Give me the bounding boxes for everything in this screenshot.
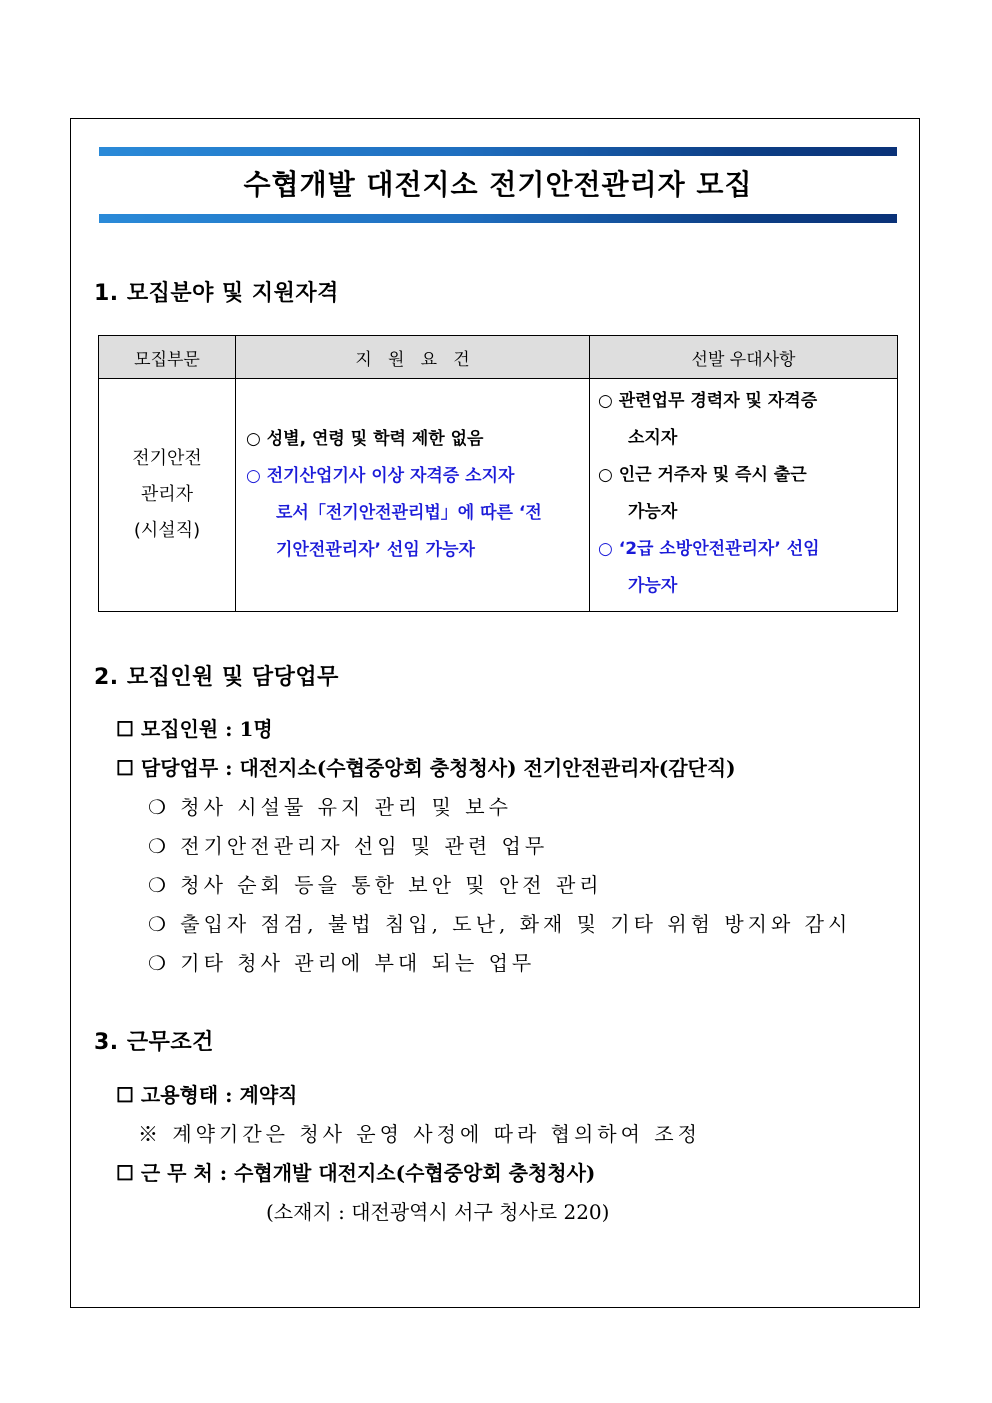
table-header: 모집부문 xyxy=(99,336,236,379)
requirements-table xyxy=(98,335,898,612)
preference-line: ○ 관련업무 경력자 및 자격증 xyxy=(598,391,818,411)
duty-value: 대전지소(수협중앙회 충청청사) 전기안전관리자(감단직) xyxy=(239,756,736,780)
section-heading-2: 2. 모집인원 및 담당업무 xyxy=(94,665,339,690)
section-heading-1: 1. 모집분야 및 지원자격 xyxy=(94,281,339,306)
title-bar-top xyxy=(99,147,897,156)
category-line: 전기안전 xyxy=(132,448,202,469)
requirement-line: 로서「전기안전관리법」에 따른 ‘전 xyxy=(276,503,542,523)
table-header: 선발 우대사항 xyxy=(590,336,898,379)
list-item: ❍ 청사 순회 등을 통한 보안 및 안전 관리 xyxy=(148,873,603,897)
section-heading-3: 3. 근무조건 xyxy=(94,1030,214,1055)
preference-line: 가능자 xyxy=(628,502,678,522)
table-header: 지 원 요 건 xyxy=(236,336,590,379)
list-item: ❍ 전기안전관리자 선임 및 관련 업무 xyxy=(148,834,549,858)
employment-line xyxy=(116,1079,297,1108)
preference-line: ○ 인근 거주자 및 즉시 출근 xyxy=(598,465,807,485)
duty-line xyxy=(116,752,736,781)
list-item: ❍ 출입자 점검, 불법 침입, 도난, 화재 및 기타 위험 방지와 감시 xyxy=(148,912,852,936)
preference-line: 소지자 xyxy=(628,428,678,448)
requirement-line: ○ 전기산업기사 이상 자격증 소지자 xyxy=(246,466,515,486)
category-cell xyxy=(99,379,236,612)
employment-label: ☐ 고용형태 : xyxy=(116,1083,233,1107)
employment-value: 계약직 xyxy=(239,1083,298,1107)
list-item: ❍ 기타 청사 관리에 부대 되는 업무 xyxy=(148,951,536,975)
list-item: ❍ 청사 시설물 유지 관리 및 보수 xyxy=(148,795,512,819)
address-line: (소재지 : 대전광역시 서구 청사로 220) xyxy=(266,1200,610,1224)
requirement-line: ○ 성별, 연령 및 학력 제한 없음 xyxy=(246,429,484,449)
category-line: (시설직) xyxy=(133,520,201,541)
preference-line: ○ ‘2급 소방안전관리자’ 선임 xyxy=(598,539,820,559)
preference-line: 가능자 xyxy=(628,576,678,596)
requirement-line: 기안전관리자’ 선임 가능자 xyxy=(276,540,475,560)
recruit-value: 1명 xyxy=(239,717,273,741)
workplace-label: ☐ 근 무 처 : xyxy=(116,1161,228,1185)
title-bar-bottom xyxy=(99,214,897,223)
recruit-label: ☐ 모집인원 : xyxy=(116,717,233,741)
workplace-value: 수협개발 대전지소(수협중앙회 충청청사) xyxy=(234,1161,596,1185)
recruit-count-line xyxy=(116,713,273,742)
requirements-cell xyxy=(236,379,590,612)
employment-note: ※ 계약기간은 청사 운영 사정에 따라 협의하여 조정 xyxy=(138,1122,701,1146)
preferences-cell xyxy=(590,379,898,612)
workplace-line xyxy=(116,1157,595,1186)
page-title: 수협개발 대전지소 전기안전관리자 모집 xyxy=(243,168,753,201)
duty-label: ☐ 담당업무 : xyxy=(116,756,233,780)
category-line: 관리자 xyxy=(140,484,194,505)
table-header-row xyxy=(99,336,898,379)
table-row xyxy=(99,379,898,612)
